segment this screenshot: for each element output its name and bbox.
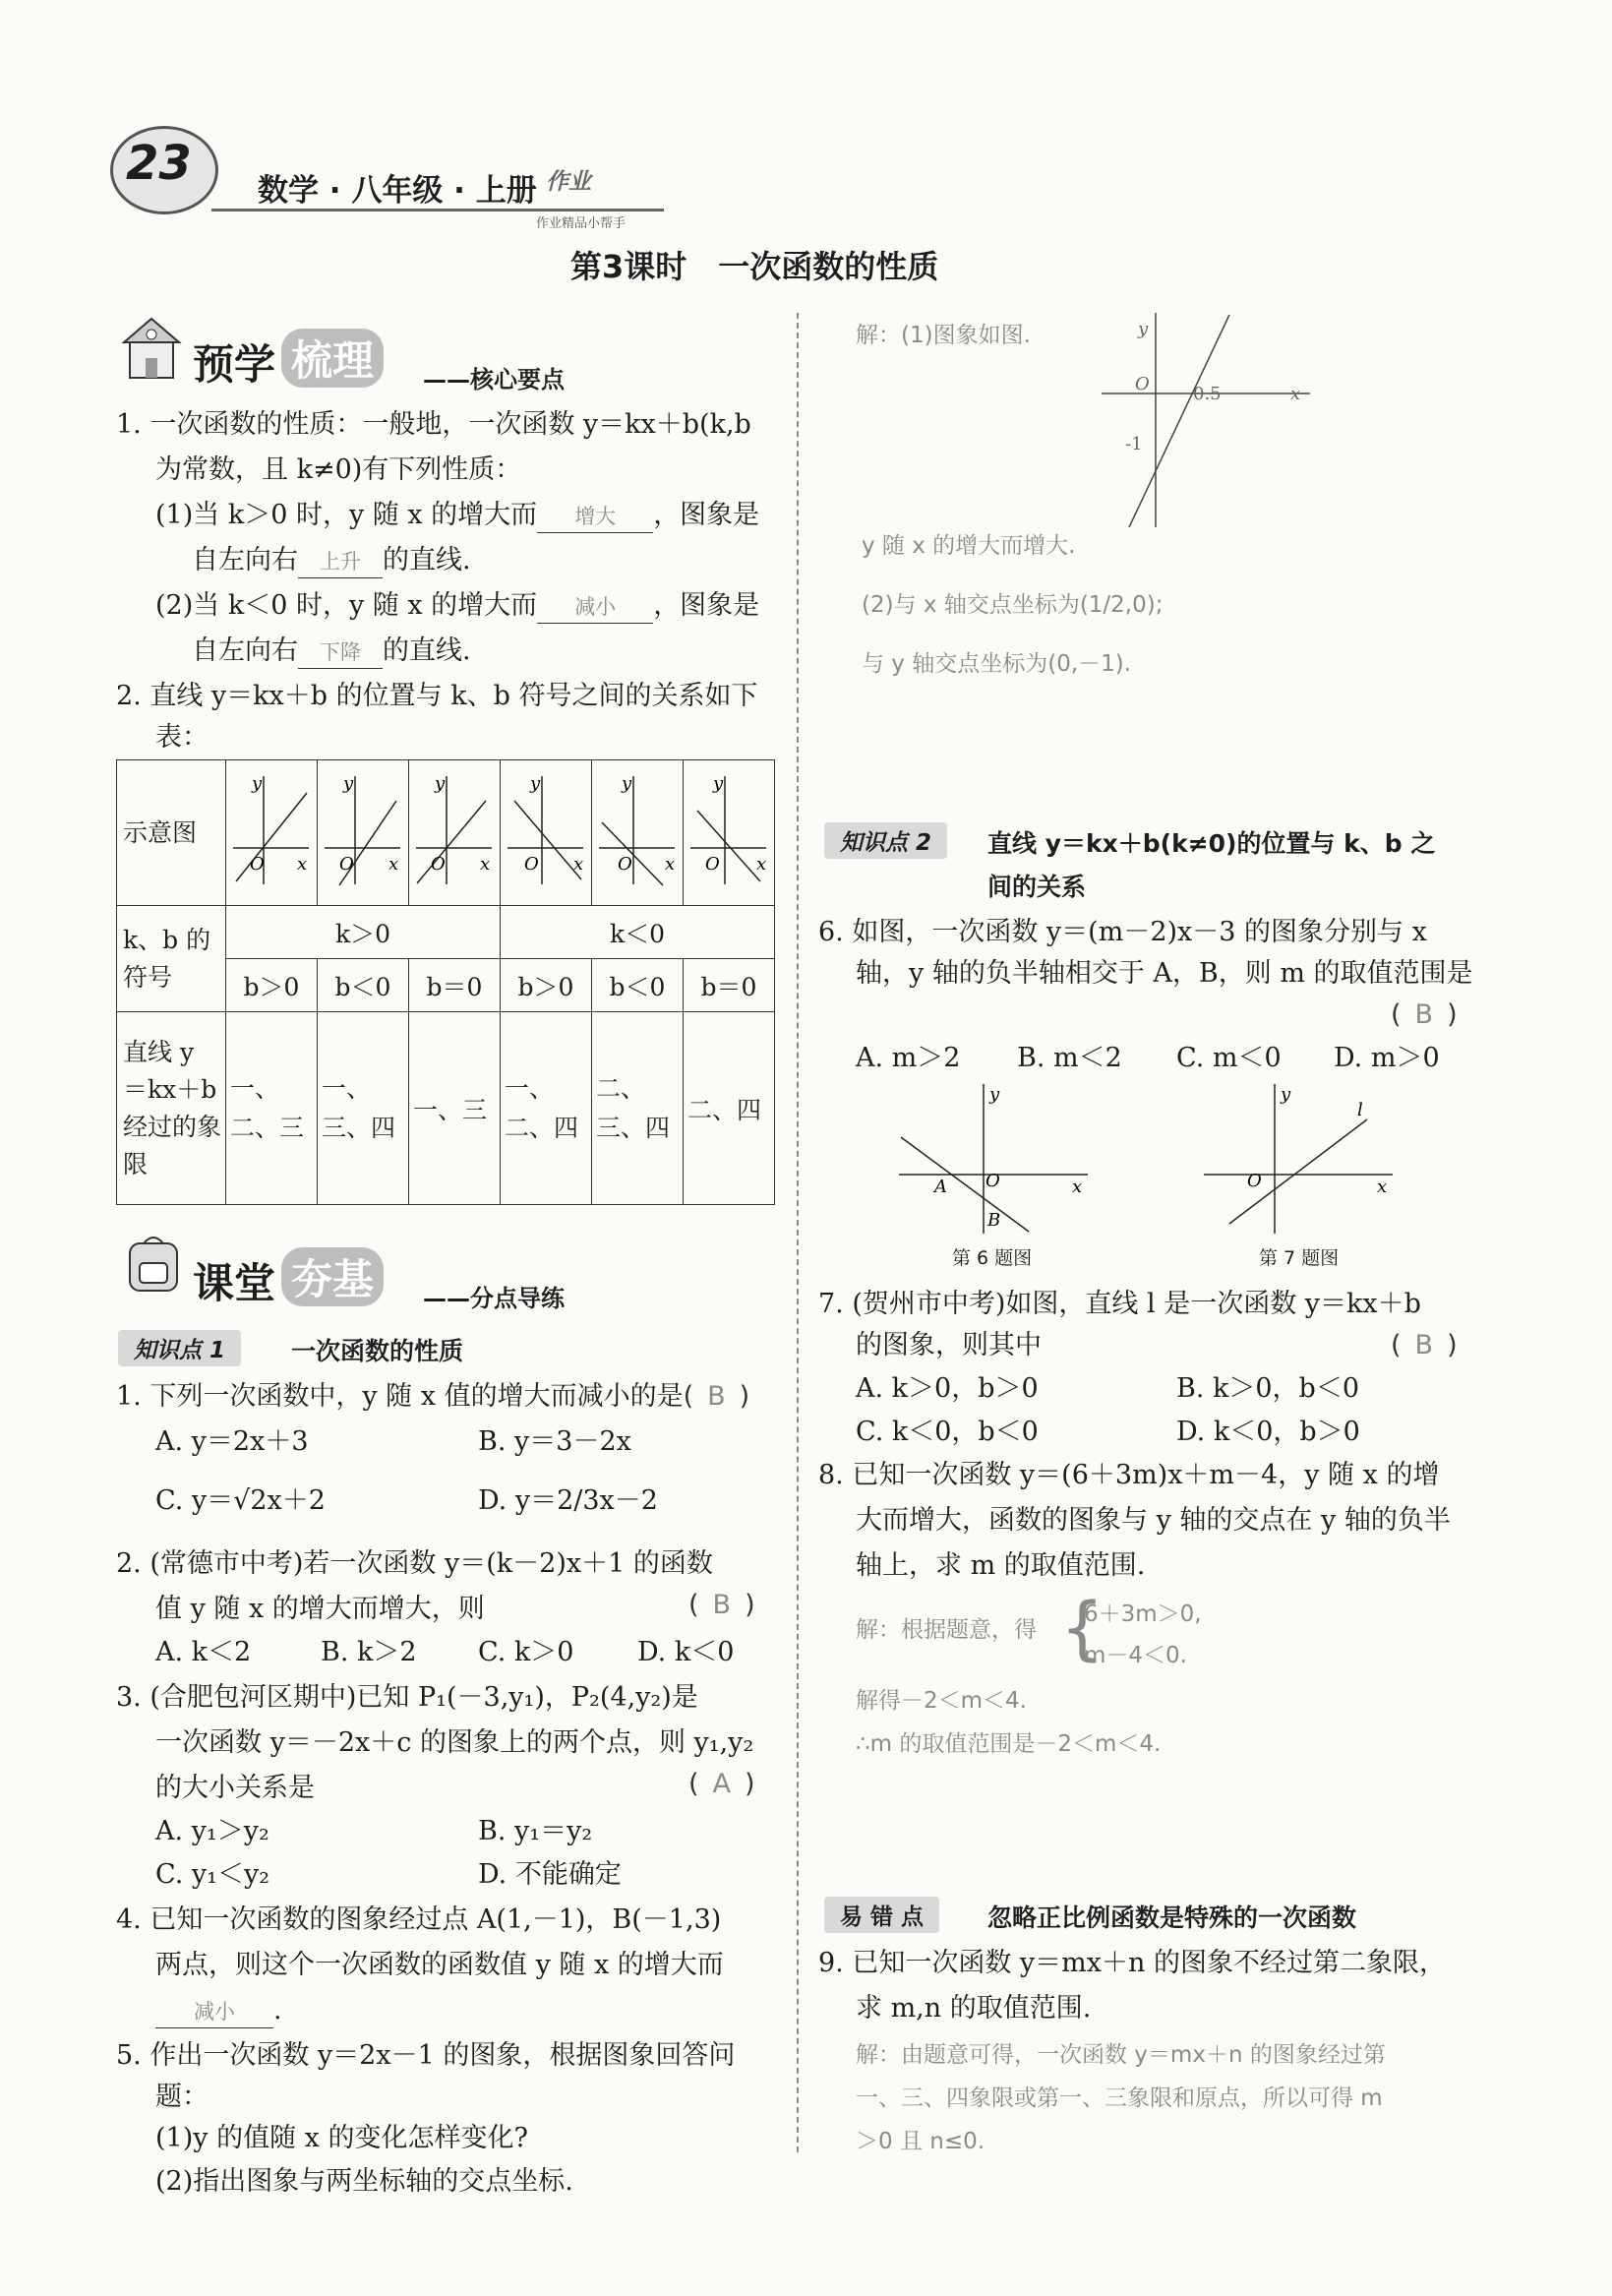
sol5-line2: (2)与 x 轴交点坐标为(1/2,0); (862, 592, 1164, 618)
svg-text:l: l (1357, 1100, 1363, 1120)
svg-text:y: y (1138, 319, 1149, 339)
svg-text:y: y (989, 1084, 1000, 1105)
q6-line2: 轴，y 轴的负半轴相交于 A，B，则 m 的取值范围是 (856, 958, 1473, 989)
q6-option-d: D. m＞0 (1334, 1043, 1440, 1073)
sol5-line3: 与 y 轴交点坐标为(0,－1). (862, 651, 1132, 677)
book-title: 数学 · 八年级 · 上册 (258, 173, 537, 209)
q8-line3: 轴上，求 m 的取值范围. (856, 1550, 1146, 1581)
quadrant-cell: 一、二、三 (226, 1012, 318, 1205)
q6-option-a: A. m＞2 (856, 1043, 961, 1073)
brand-subtitle: 作业精品小帮手 (536, 216, 627, 231)
sol9-line1: 解：由题意可得，一次函数 y＝mx＋n 的图象经过第 (856, 2042, 1386, 2068)
svg-text:O: O (524, 853, 539, 875)
diagram-1 (226, 760, 318, 906)
svg-text:x: x (1072, 1177, 1083, 1197)
svg-text:x: x (756, 853, 767, 875)
svg-text:O: O (431, 853, 446, 875)
q7-option-d: D. k＜0，b＞0 (1176, 1417, 1360, 1447)
table-head-signs: k、b 的符号 (117, 906, 226, 1012)
table-head-diagram: 示意图 (117, 760, 226, 906)
sol8-brace: { (1060, 1588, 1105, 1668)
sol8-system-2: m－4＜0. (1084, 1643, 1187, 1668)
diagram-2 (318, 760, 409, 906)
diagram-5 (592, 760, 684, 906)
q5-part-b: (2)指出图象与两坐标轴的交点坐标. (155, 2166, 573, 2197)
q8-line1: 8. 已知一次函数 y＝(6＋3m)x＋m－4，y 随 x 的增 (818, 1460, 1440, 1490)
q3-option-d: D. 不能确定 (478, 1859, 622, 1890)
b-sign: b＞0 (226, 959, 318, 1012)
svg-text:y: y (252, 772, 263, 794)
knowledge-title-2a: 直线 y＝kx＋b(k≠0)的位置与 k、b 之 (987, 829, 1436, 858)
backpack-icon (124, 1230, 183, 1295)
relation-table (116, 759, 775, 1205)
q4-line1: 4. 已知一次函数的图象经过点 A(1,－1)，B(－1,3) (116, 1904, 722, 1935)
knowledge-badge-1: 知识点 1 (118, 1330, 241, 1366)
q4-line2: 两点，则这个一次函数的函数值 y 随 x 的增大而 (155, 1950, 724, 1980)
diagram-6 (684, 760, 775, 906)
classroom-title: 课堂 (193, 1259, 276, 1307)
q2-option-b: B. k＞2 (321, 1637, 417, 1667)
page-number: 23 (126, 136, 192, 191)
quadrant-cell: 二、四 (684, 1012, 775, 1205)
q6-option-b: B. m＜2 (1017, 1043, 1122, 1073)
q6-option-c: C. m＜0 (1176, 1043, 1282, 1073)
q2-answer: ( B ) (688, 1590, 755, 1620)
q2-option-d: D. k＜0 (637, 1637, 735, 1667)
q3-line3: 的大小关系是 (155, 1773, 315, 1803)
svg-text:O: O (250, 853, 265, 875)
q1-stem: 1. 下列一次函数中，y 随 x 值的增大而减小的是( B ) (116, 1381, 750, 1412)
q3-option-a: A. y₁＞y₂ (155, 1816, 269, 1846)
q3-line1: 3. (合肥包河区期中)已知 P₁(－3,y₁)，P₂(4,y₂)是 (116, 1682, 698, 1713)
q2-option-c: C. k＞0 (478, 1637, 574, 1667)
sol9-line3: ＞0 且 n≤0. (856, 2129, 985, 2154)
svg-text:-1: -1 (1125, 434, 1143, 454)
quadrant-cell: 二、三、四 (592, 1012, 684, 1205)
sol8-intro: 解：根据题意，得 (856, 1617, 1037, 1643)
b-sign: b＝0 (409, 959, 501, 1012)
preview-title-b: 梳理 (281, 329, 384, 388)
school-icon (120, 313, 183, 382)
figure-7 (1200, 1080, 1397, 1241)
q8-line2: 大而增大，函数的图象与 y 轴的交点在 y 轴的负半 (856, 1505, 1451, 1536)
quadrant-cell: 一、三、四 (318, 1012, 409, 1205)
brand-mark: 作业 (546, 169, 591, 195)
q2-option-a: A. k＜2 (155, 1637, 252, 1667)
q6-answer: ( B ) (1391, 999, 1458, 1030)
relation-intro-2: 表： (155, 722, 209, 753)
svg-text:O: O (985, 1171, 1000, 1191)
preview-subtitle: ——核心要点 (423, 366, 565, 393)
q3-option-c: C. y₁＜y₂ (155, 1859, 270, 1890)
property-b: (2)当 k＜0 时，y 随 x 的增大而 减小 ，图象是 (155, 584, 759, 628)
classroom-title-b: 夯基 (281, 1247, 384, 1306)
q7-option-c: C. k＜0，b＜0 (856, 1417, 1039, 1447)
sol5-head: 解：(1)图象如图. (856, 323, 1031, 348)
q1-option-b: B. y＝3－2x (478, 1426, 631, 1457)
sol8-system-1: 6＋3m＞0, (1084, 1601, 1202, 1627)
diagram-4 (501, 760, 592, 906)
diagram-3 (409, 760, 501, 906)
b-sign: b＞0 (501, 959, 592, 1012)
error-badge: 易 错 点 (824, 1897, 939, 1933)
svg-text:y: y (1281, 1084, 1291, 1105)
q1-option-a: A. y＝2x＋3 (155, 1426, 309, 1457)
answer-decrease: 减小 (537, 591, 653, 624)
property-line2: 为常数，且 k≠0)有下列性质： (155, 454, 522, 485)
figure-6-caption: 第 6 题图 (952, 1247, 1033, 1269)
q4-answer-line: 减小 . (155, 1989, 282, 2032)
svg-text:x: x (297, 853, 308, 875)
svg-text:x: x (1377, 1177, 1388, 1197)
knowledge-badge-2: 知识点 2 (824, 822, 947, 859)
svg-text:0.5: 0.5 (1193, 384, 1222, 404)
svg-text:O: O (705, 853, 720, 875)
q3-answer: ( A ) (688, 1769, 755, 1799)
k-negative: k＜0 (501, 906, 775, 959)
sol9-line2: 一、三、四象限或第一、三象限和原点，所以可得 m (856, 2085, 1383, 2111)
q7-option-a: A. k＞0，b＞0 (856, 1373, 1039, 1404)
svg-text:y: y (622, 772, 632, 794)
header-underline (211, 209, 664, 211)
classroom-subtitle: ——分点导练 (423, 1285, 565, 1312)
q7-option-b: B. k＞0，b＜0 (1176, 1373, 1360, 1404)
q1-option-c: C. y＝√2x＋2 (155, 1485, 326, 1516)
property-a2: 自左向右 上升 的直线. (192, 539, 471, 582)
q1-option-d: D. y＝2/3x－2 (478, 1485, 658, 1516)
svg-text:O: O (1135, 374, 1150, 394)
k-positive: k＞0 (226, 906, 501, 959)
q3-line2: 一次函数 y＝－2x＋c 的图象上的两个点，则 y₁,y₂ (155, 1727, 754, 1758)
q6-line1: 6. 如图，一次函数 y＝(m－2)x－3 的图象分别与 x (818, 917, 1427, 947)
svg-text:y: y (435, 772, 446, 794)
svg-text:O: O (1247, 1171, 1262, 1191)
q5-line1: 5. 作出一次函数 y＝2x－1 的图象，根据图象回答问 (116, 2040, 736, 2071)
lesson-title: 第3课时 一次函数的性质 (570, 248, 939, 285)
svg-text:x: x (1290, 384, 1301, 404)
answer-increase: 增大 (537, 501, 653, 533)
q3-option-b: B. y₁＝y₂ (478, 1816, 593, 1846)
q7-line1: 7. (贺州市中考)如图，直线 l 是一次函数 y＝kx＋b (818, 1289, 1421, 1319)
error-title: 忽略正比例函数是特殊的一次函数 (987, 1903, 1357, 1932)
property-b2: 自左向右 下降 的直线. (192, 630, 471, 673)
sol8-result: 解得－2＜m＜4. (856, 1688, 1027, 1714)
svg-text:A: A (934, 1177, 947, 1197)
sol8-conclusion: ∴m 的取值范围是－2＜m＜4. (856, 1731, 1162, 1757)
svg-text:x: x (388, 853, 399, 875)
knowledge-title-2b: 间的关系 (987, 873, 1087, 901)
q2-line2: 值 y 随 x 的增大而增大，则 (155, 1594, 485, 1624)
q1-answer: ( B ) (683, 1381, 750, 1412)
svg-text:x: x (573, 853, 584, 875)
knowledge-title-1: 一次函数的性质 (291, 1337, 464, 1365)
svg-text:y: y (713, 772, 724, 794)
svg-text:y: y (530, 772, 541, 794)
quadrant-cell: 一、三 (409, 1012, 501, 1205)
q5-part-a: (1)y 的值随 x 的变化怎样变化? (155, 2123, 528, 2153)
preview-title: 预学 (193, 340, 276, 389)
figure-6 (895, 1080, 1092, 1241)
sol5-line1: y 随 x 的增大而增大. (862, 533, 1076, 559)
b-sign: b＝0 (684, 959, 775, 1012)
svg-text:B: B (987, 1210, 1001, 1231)
svg-text:x: x (480, 853, 491, 875)
q4-answer: 减小 (155, 1996, 273, 2028)
b-sign: b＜0 (318, 959, 409, 1012)
svg-text:O: O (339, 853, 354, 875)
q7-line2: 的图象，则其中 (856, 1330, 1042, 1360)
relation-intro-1: 2. 直线 y＝kx＋b 的位置与 k、b 符号之间的关系如下 (116, 681, 758, 711)
q9-line2: 求 m,n 的取值范围. (856, 1993, 1092, 2024)
q9-line1: 9. 已知一次函数 y＝mx＋n 的图象不经过第二象限， (818, 1948, 1446, 1978)
svg-text:y: y (343, 772, 354, 794)
property-line1: 1. 一次函数的性质：一般地，一次函数 y＝kx＋b(k,b (116, 409, 751, 440)
q7-answer: ( B ) (1391, 1330, 1458, 1360)
sol5-graph (1092, 307, 1318, 537)
answer-rise: 上升 (298, 546, 383, 578)
table-head-quadrants: 直线 y ＝kx＋b 经过的象限 (117, 1012, 226, 1205)
property-a: (1)当 k＞0 时，y 随 x 的增大而 增大 ，图象是 (155, 494, 759, 537)
svg-text:O: O (618, 853, 632, 875)
b-sign: b＜0 (592, 959, 684, 1012)
q5-line2: 题： (155, 2082, 209, 2112)
q2-line1: 2. (常德市中考)若一次函数 y＝(k－2)x＋1 的函数 (116, 1548, 713, 1579)
svg-text:x: x (665, 853, 676, 875)
answer-fall: 下降 (298, 636, 383, 669)
figure-7-caption: 第 7 题图 (1259, 1247, 1340, 1269)
column-divider (797, 313, 799, 2152)
quadrant-cell: 一、二、四 (501, 1012, 592, 1205)
